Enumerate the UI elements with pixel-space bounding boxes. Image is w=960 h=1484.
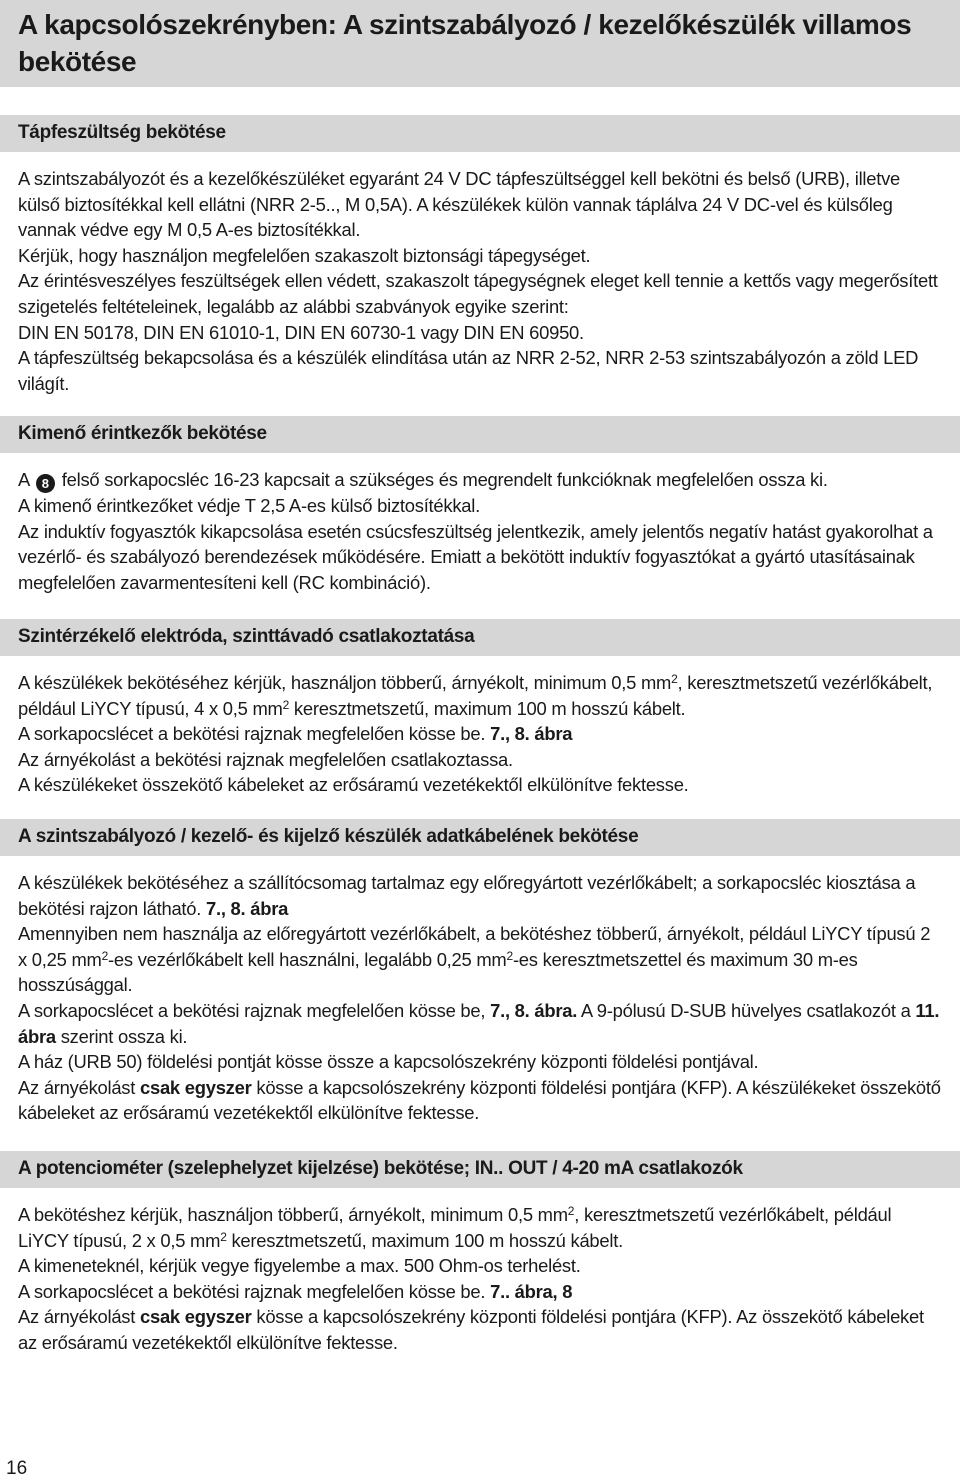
paragraph <box>18 1075 942 1126</box>
paragraph <box>18 670 942 721</box>
paragraph: DIN EN 50178, DIN EN 61010-1, DIN EN 60730-1 vagy DIN EN 60950. <box>18 321 584 343</box>
section-heading <box>0 1151 960 1188</box>
title-banner <box>0 0 960 87</box>
text-run: kösse a kapcsolószekrény központi földelési pontjára (KFP). Az összekötő kábeleket az erősáramú vezetékektől elkülönítve fektesse. <box>18 1306 924 1353</box>
figure-reference: 7., 8. ábra <box>206 897 289 919</box>
section-heading <box>0 416 960 453</box>
paragraph <box>18 870 942 921</box>
paragraph <box>18 721 942 747</box>
text-run: -es vezérlőkábelt kell használni, legalább 0,25 mm <box>108 948 507 970</box>
paragraph: Az érintésveszélyes feszültségek ellen védett, szakaszolt tápegységnek eleget kell tennie a kettős vagy megerősített szigetelés feltételeinek, legalább az alábbi szabványok egyike szerint: <box>18 270 938 317</box>
section-body <box>0 1202 960 1356</box>
text-run: , keresztmetszetű vezérlőkábelt, például LiYCY típusú, 4 x 0,5 mm <box>18 672 933 719</box>
superscript: 2 <box>671 672 678 686</box>
paragraph: Kérjük, hogy használjon megfelelően szakaszolt biztonsági tápegységet. <box>18 244 591 266</box>
text-run: Az árnyékolást <box>18 1306 140 1328</box>
paragraph: A szintszabályozót és a kezelőkészüléket egyaránt 24 V DC tápfeszültséggel kell bekötni és belső (URB), illetve külső biztosítékkal kell ellátni (NRR 2-5.., M 0,5A). A készülékek külön vannak táplálva 24 V DC-vel és külsőleg vannak védve egy M 0,5 A-es biztosítékkal. <box>18 168 901 241</box>
text-run: A bekötéshez kérjük, használjon többerű, árnyékolt, minimum 0,5 mm <box>18 1204 568 1225</box>
text-run: A sorkapocslécet a bekötési rajznak megfelelően kösse be. <box>18 1280 491 1302</box>
superscript: 2 <box>220 1229 227 1244</box>
section-body <box>0 166 960 396</box>
figure-reference: 7., 8. ábra <box>490 723 573 745</box>
section-heading-text: Szintérzékelő elektróda, szinttávadó csatlakoztatása <box>18 626 475 647</box>
text-run: kösse a kapcsolószekrény központi földelési pontjára (KFP). A készülékeket összekötő kábeleket az erősáramú vezetékektől elkülönítve fektesse. <box>18 1076 941 1124</box>
text-run: -es keresztmetszettel és maximum 30 m-es hosszúsággal. <box>18 948 858 996</box>
figure-reference: 11. ábra <box>18 999 940 1047</box>
text-run: A sorkapocslécet a bekötési rajznak megfelelően kösse be. <box>18 723 491 745</box>
paragraph <box>18 1202 942 1253</box>
text-run: A sorkapocslécet a bekötési rajznak megfelelően kösse be, <box>18 999 491 1021</box>
section-output-contacts <box>0 416 960 595</box>
text-run: szerint ossza ki. <box>55 1025 188 1047</box>
figure-reference: 7., 8. ábra. <box>490 999 578 1021</box>
section-potentiometer <box>0 1151 960 1356</box>
section-heading <box>0 115 960 152</box>
section-heading <box>0 819 960 856</box>
item-number-marker: 8 <box>36 474 55 493</box>
emphasis: csak egyszer <box>139 1306 252 1328</box>
paragraph <box>18 998 942 1049</box>
paragraph <box>18 1304 942 1355</box>
section-body <box>0 870 960 1126</box>
superscript: 2 <box>567 1204 575 1218</box>
paragraph: Az árnyékolást a bekötési rajznak megfelelően csatlakoztassa. <box>18 748 513 770</box>
section-heading-text: Kimenő érintkezők bekötése <box>18 423 267 444</box>
text-run: A <box>18 469 30 490</box>
paragraph: A készülékeket összekötő kábeleket az erősáramú vezetékektől elkülönítve fektesse. <box>18 774 689 796</box>
text-run: , keresztmetszetű vezérlőkábelt, például LiYCY típusú, 2 x 0,5 mm <box>18 1204 892 1251</box>
text-run: keresztmetszetű, maximum 100 m hosszú kábelt. <box>289 697 686 719</box>
paragraph <box>18 467 942 493</box>
section-electrode-connection <box>0 619 960 798</box>
text-run: Az árnyékolást <box>18 1076 140 1098</box>
text-run: Amennyiben nem használja az előregyártott vezérlőkábelt, a bekötéshez többerű, árnyékolt, például LiYCY típusú 2 x 0,25 mm <box>18 923 931 970</box>
section-body <box>0 670 960 798</box>
section-body <box>0 467 960 595</box>
paragraph: A tápfeszültség bekapcsolása és a készülék elindítása után az NRR 2-52, NRR 2-53 szintszabályozón a zöld LED világít. <box>18 347 919 394</box>
page-number: 16 <box>6 1458 28 1479</box>
section-heading-text: A szintszabályozó / kezelő- és kijelző készülék adatkábelének bekötése <box>18 826 639 847</box>
section-heading <box>0 619 960 656</box>
text-run: A készülékek bekötéséhez a szállítócsomag tartalmaz egy előregyártott vezérlőkábelt; a sorkapocsléc kiosztása a bekötési rajzon látható. <box>18 872 916 919</box>
superscript: 2 <box>101 948 109 963</box>
paragraph <box>18 1279 942 1305</box>
page-title: A kapcsolószekrényben: A szintszabályozó / kezelőkészülék villamos bekötése <box>18 9 912 77</box>
paragraph: A kimenő érintkezőket védje T 2,5 A-es külső biztosítékkal. <box>18 495 480 516</box>
paragraph: A kimeneteknél, kérjük vegye figyelembe a max. 500 Ohm-os terhelést. <box>18 1255 581 1277</box>
superscript: 2 <box>282 697 290 712</box>
section-data-cable <box>0 819 960 1126</box>
figure-reference: 7.. ábra, 8 <box>490 1280 573 1302</box>
paragraph <box>18 921 942 998</box>
section-heading-text: A potenciométer (szelephelyzet kijelzése) bekötése; IN.. OUT / 4-20 mA csatlakozók <box>18 1158 743 1179</box>
paragraph: Az induktív fogyasztók kikapcsolása esetén csúcsfeszültség jelentkezik, amely jelentős negatív hatást gyakorolhat a vezérlő- és szabályozó berendezések működésére. Emiatt a bekötött induktív fogyasztókat a gyártó utasításainak megfelelően zavarmentesíteni kell (RC kombináció). <box>18 520 933 593</box>
text-run: A 9-pólusú D-SUB hüvelyes csatlakozót a <box>577 999 916 1021</box>
text-run: A készülékek bekötéséhez kérjük, használjon többerű, árnyékolt, minimum 0,5 mm <box>18 672 672 693</box>
text-run: felső sorkapocsléc 16-23 kapcsait a szükséges és megrendelt funkcióknak megfelelően ossza ki. <box>61 469 828 490</box>
emphasis: csak egyszer <box>139 1076 252 1098</box>
superscript: 2 <box>506 948 513 963</box>
text-run: keresztmetszetű, maximum 100 m hosszú kábelt. <box>226 1229 623 1251</box>
section-power-supply <box>0 115 960 396</box>
paragraph: A ház (URB 50) földelési pontját kösse össze a kapcsolószekrény központi földelési pontjával. <box>18 1051 759 1073</box>
section-heading-text: Tápfeszültség bekötése <box>18 122 226 143</box>
